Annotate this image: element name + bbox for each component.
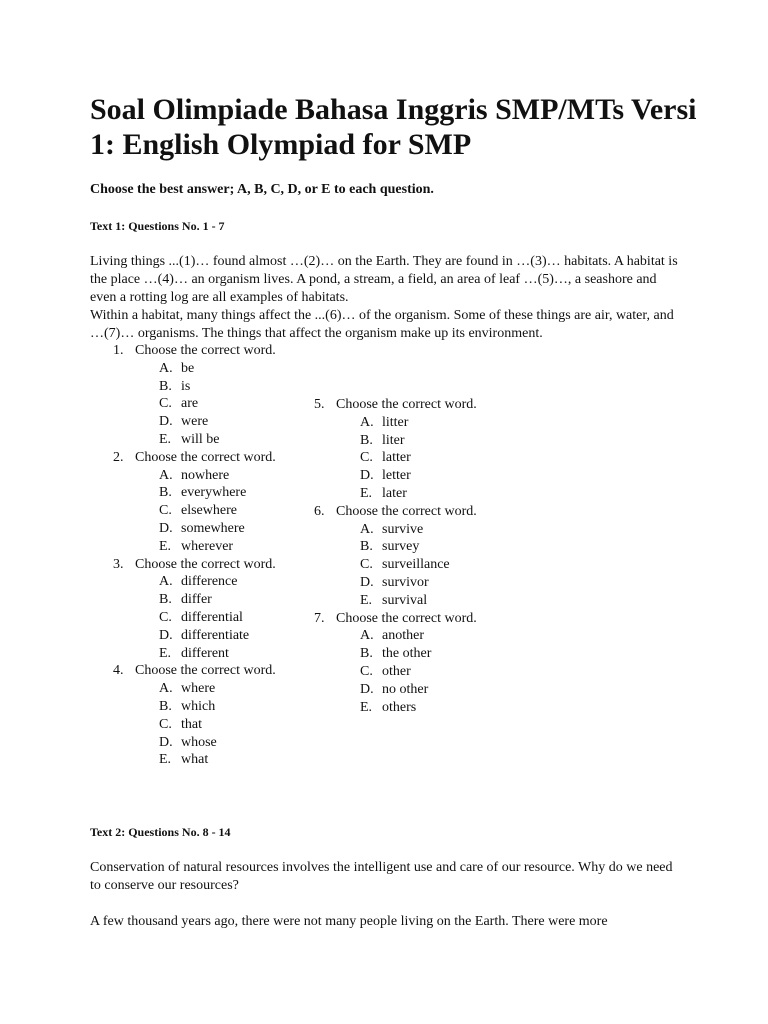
question-stem: 1. Choose the correct word.: [113, 343, 276, 358]
option[interactable]: E. wherever: [159, 538, 234, 554]
question-stem: 7. Choose the correct word.: [314, 610, 477, 626]
text2-paragraph-1: Conservation of natural resources involves the intelligent use and care of our resource. Why do we need to conserve our resources?: [90, 860, 673, 893]
option[interactable]: D. survivor: [360, 574, 429, 590]
question-5: [314, 396, 477, 503]
option[interactable]: C. are: [159, 396, 199, 412]
option[interactable]: A. be: [159, 360, 195, 376]
option[interactable]: A. nowhere: [159, 467, 230, 483]
option[interactable]: E. what: [159, 752, 209, 768]
option[interactable]: C. differential: [159, 609, 243, 625]
text2-paragraph-2: A few thousand years ago, there were not many people living on the Earth. There were more: [90, 914, 608, 929]
question-stem: 2. Choose the correct word.: [113, 449, 276, 465]
option[interactable]: C. other: [360, 663, 411, 679]
option[interactable]: E. different: [159, 645, 229, 661]
option[interactable]: B. differ: [159, 592, 212, 608]
option[interactable]: D. whose: [159, 734, 217, 750]
option[interactable]: C. latter: [360, 450, 411, 466]
option[interactable]: B. everywhere: [159, 485, 247, 501]
option[interactable]: C. that: [159, 716, 202, 732]
page-title: Soal Olimpiade Bahasa Inggris SMP/MTs Versi 1: English Olympiad for SMP: [90, 93, 697, 161]
question-7: [314, 610, 477, 717]
question-3: [113, 556, 276, 663]
question-2: [113, 449, 276, 556]
text1-heading: Text 1: Questions No. 1 - 7: [90, 219, 225, 233]
question-1: [113, 342, 276, 449]
option[interactable]: C. elsewhere: [159, 503, 237, 519]
option[interactable]: A. litter: [360, 414, 409, 430]
questions-left-column: [113, 342, 276, 769]
instruction: Choose the best answer; A, B, C, D, or E to each question.: [90, 182, 434, 197]
option[interactable]: B. which: [159, 698, 216, 714]
question-4: [113, 662, 276, 769]
text2-heading: Text 2: Questions No. 8 - 14: [90, 825, 231, 839]
option[interactable]: C. surveillance: [360, 557, 450, 573]
questions-right-column: [314, 396, 477, 716]
option[interactable]: B. is: [159, 378, 191, 394]
option[interactable]: D. letter: [360, 468, 411, 484]
text1-paragraph-2: Within a habitat, many things affect the ...(6)… of the organism. Some of these things are air, water, and …(7)… organisms. The things that affect the organism make up its environment.: [90, 308, 674, 341]
option[interactable]: A. difference: [159, 574, 238, 590]
option[interactable]: A. another: [360, 628, 424, 644]
option[interactable]: E. survival: [360, 592, 428, 608]
option[interactable]: E. will be: [159, 431, 220, 447]
option[interactable]: A. where: [159, 681, 216, 697]
option[interactable]: D. differentiate: [159, 627, 250, 643]
question-stem: 4. Choose the correct word.: [113, 663, 276, 679]
option[interactable]: B. liter: [360, 432, 405, 448]
option[interactable]: B. survey: [360, 539, 420, 555]
question-6: [314, 503, 477, 610]
text1-passage: [90, 253, 680, 343]
question-stem: 3. Choose the correct word.: [113, 556, 276, 572]
option[interactable]: D. somewhere: [159, 520, 245, 536]
option[interactable]: D. no other: [360, 681, 429, 697]
option[interactable]: D. were: [159, 414, 209, 430]
text1-paragraph-1: Living things ...(1)… found almost …(2)… on the Earth. They are found in …(3)… habitats. A habitat is the place …(4)… an organism lives. A pond, a stream, a field, an area of leaf …(5)…, a seashore and even a rotting log are all examples of habitats.: [90, 254, 678, 305]
option[interactable]: B. the other: [360, 646, 432, 662]
option[interactable]: A. survive: [360, 521, 424, 537]
option[interactable]: E. later: [360, 485, 407, 501]
question-stem: 6. Choose the correct word.: [314, 503, 477, 519]
question-stem: 5. Choose the correct word.: [314, 397, 477, 412]
option[interactable]: E. others: [360, 699, 417, 715]
